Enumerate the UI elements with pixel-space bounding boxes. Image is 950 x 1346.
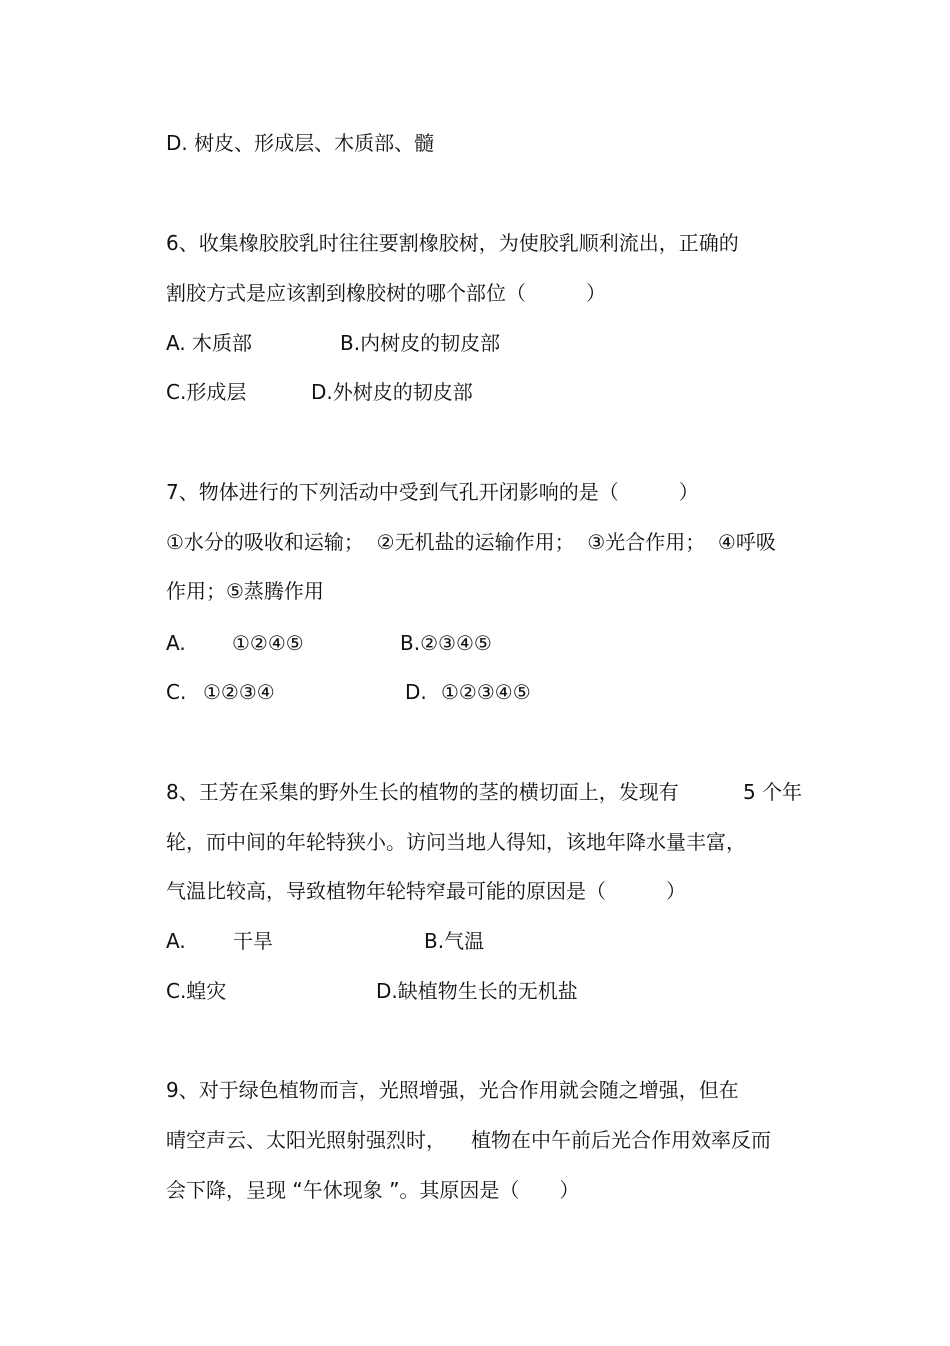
q6-stem-line1: 6、收集橡胶胶乳时往往要割橡胶树，为使胶乳顺利流出，正确的 (166, 231, 739, 255)
q7-option-b: B.②③④⑤ (400, 631, 492, 655)
q7-option-c-label: C. (166, 680, 187, 704)
q7-stem-line2: ①水分的吸收和运输； ②无机盐的运输作用； ③光合作用； ④呼吸 (166, 530, 776, 554)
q7-option-a-label: A. (166, 631, 186, 655)
q7-option-a-text: ①②④⑤ (232, 631, 304, 655)
q8-option-c: C.蝗灾 (166, 979, 227, 1003)
q8-stem-line1-b: 5 个年 (743, 780, 803, 804)
q6-stem-line2: 割胶方式是应该割到橡胶树的哪个部位（ ） (166, 281, 606, 305)
q8-option-d: D.缺植物生长的无机盐 (376, 979, 578, 1003)
q8-stem-line3: 气温比较高，导致植物年轮特窄最可能的原因是（ ） (166, 879, 686, 903)
q6-option-d: D.外树皮的韧皮部 (311, 380, 473, 404)
q6-option-b: B.内树皮的韧皮部 (340, 331, 501, 355)
q6-option-c: C.形成层 (166, 380, 247, 404)
q8-option-a-text: 干旱 (233, 929, 273, 953)
q8-stem-line1-a: 8、王芳在采集的野外生长的植物的茎的横切面上，发现有 (166, 780, 679, 804)
q9-stem-line2-a: 晴空声云、太阳光照射强烈时， (166, 1128, 446, 1152)
q7-stem-line1: 7、物体进行的下列活动中受到气孔开闭影响的是（ ） (166, 480, 699, 504)
q7-stem-line3: 作用；⑤蒸腾作用 (166, 579, 324, 603)
q9-stem-line3: 会下降，呈现 “午休现象 ”。其原因是（ ） (166, 1178, 580, 1202)
q9-stem-line2-b: 植物在中午前后光合作用效率反而 (471, 1128, 771, 1152)
q8-option-a-label: A. (166, 929, 186, 953)
q6-option-a: A. 木质部 (166, 331, 253, 355)
q8-stem-line2: 轮，而中间的年轮特狭小。访问当地人得知，该地年降水量丰富， (166, 830, 746, 854)
q5-option-d: D. 树皮、形成层、木质部、髓 (166, 131, 435, 155)
q9-stem-line1: 9、对于绿色植物而言，光照增强，光合作用就会随之增强，但在 (166, 1078, 739, 1102)
q7-option-d-label: D. (405, 680, 427, 704)
q7-option-c-text: ①②③④ (203, 680, 275, 704)
q7-option-d-text: ①②③④⑤ (441, 680, 531, 704)
q8-option-b: B.气温 (424, 929, 485, 953)
